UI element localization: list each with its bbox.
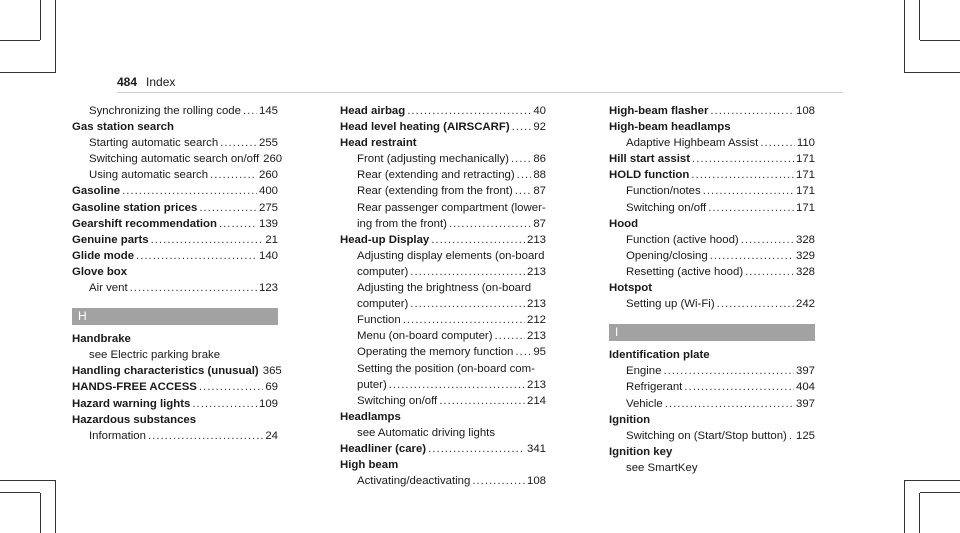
index-entry: [72, 216, 278, 232]
dot-leader: [495, 328, 525, 344]
index-column-3: [609, 103, 815, 476]
dot-leader: [439, 393, 525, 409]
entry-text: Hill start assist: [609, 153, 691, 166]
dot-leader: [148, 428, 263, 444]
dot-leader: [407, 103, 531, 119]
entry-text: Gasoline: [72, 185, 121, 198]
dot-leader: [511, 151, 531, 167]
entry-text: see Electric parking brake: [89, 349, 221, 362]
index-subentry: [72, 135, 278, 151]
index-entry: [609, 412, 815, 428]
page-reference: 171: [795, 153, 815, 166]
crop-mark: [904, 0, 905, 73]
page-reference: 110: [796, 137, 815, 150]
index-subentry: [72, 428, 278, 444]
page-reference: 328: [795, 265, 815, 278]
index-entry: [609, 347, 815, 363]
entry-text: Switching on/off: [626, 201, 707, 214]
page-reference: 108: [795, 105, 815, 117]
entry-text: Gas station search: [72, 121, 174, 134]
dot-leader: [745, 264, 794, 280]
dot-leader: [684, 379, 794, 395]
index-entry: [72, 248, 278, 264]
entry-text: Setting up (Wi-Fi): [626, 298, 715, 311]
index-column-2: [340, 103, 546, 489]
index-subentry: [340, 393, 546, 409]
index-entry: [72, 264, 278, 280]
entry-text: Glide mode: [72, 249, 135, 262]
entry-text: High beam: [340, 459, 399, 472]
dot-leader: [710, 103, 794, 119]
dot-leader: [703, 183, 794, 199]
entry-text: Glove box: [72, 265, 128, 278]
dot-leader: [192, 396, 257, 412]
entry-text: Engine: [626, 365, 662, 378]
index-subentry: [340, 473, 546, 489]
index-subentry: [340, 264, 546, 280]
section-letter-i: I: [609, 324, 815, 341]
entry-text: Switching automatic search on/off: [89, 153, 260, 166]
index-subentry: [340, 312, 546, 328]
index-entry: [72, 119, 278, 135]
crop-mark: [55, 480, 56, 533]
dot-leader: [741, 232, 794, 248]
page-reference: 87: [533, 217, 546, 230]
entry-text: Ignition key: [609, 445, 673, 458]
page-reference: 397: [795, 365, 815, 378]
dot-leader: [243, 103, 257, 119]
index-subentry: [340, 361, 546, 377]
entry-text: Adaptive Highbeam Assist: [626, 137, 759, 150]
dot-leader: [403, 312, 525, 328]
entry-text: Activating/deactivating: [357, 475, 471, 488]
page-reference: 328: [795, 233, 815, 246]
index-entry: [340, 457, 546, 473]
page-reference: 242: [795, 298, 815, 311]
entry-text: computer): [357, 265, 409, 278]
page-reference: 212: [526, 314, 546, 327]
page-reference: 255: [258, 137, 278, 150]
dot-leader: [410, 264, 525, 280]
dot-leader: [199, 200, 257, 216]
index-subentry: [609, 200, 815, 216]
entry-text: Head airbag: [340, 105, 406, 117]
entry-text: Headliner (care): [340, 442, 427, 455]
dot-leader: [515, 183, 532, 199]
page-reference: 213: [526, 233, 546, 246]
index-subentry: [340, 151, 546, 167]
entry-text: Gasoline station prices: [72, 201, 198, 214]
page-reference: 87: [533, 185, 546, 198]
dot-leader: [512, 119, 532, 135]
page-reference: 341: [526, 442, 546, 455]
index-entry: [72, 412, 278, 428]
page-reference: 171: [795, 201, 815, 214]
page-reference: 24: [265, 429, 278, 442]
dot-leader: [789, 428, 794, 444]
entry-text: Rear (extending and retracting): [357, 169, 515, 182]
index-entry: [72, 396, 278, 412]
index-subentry: [609, 428, 815, 444]
index-subentry: [340, 328, 546, 344]
index-subentry: [609, 379, 815, 395]
page-reference: 365: [262, 365, 282, 378]
dot-leader: [199, 379, 263, 395]
crop-mark: [905, 72, 960, 73]
dot-leader: [665, 396, 794, 412]
index-subentry: [609, 232, 815, 248]
index-subentry: [340, 280, 546, 296]
crop-mark: [904, 480, 905, 533]
index-entry: [609, 444, 815, 460]
dot-leader: [219, 216, 257, 232]
entry-text: Operating the memory function: [357, 346, 514, 359]
dot-leader: [151, 232, 264, 248]
page-reference: 171: [795, 169, 815, 182]
entry-text: Function (active hood): [626, 233, 739, 246]
entry-text: ing from the front): [357, 217, 447, 230]
index-subentry: [340, 425, 546, 441]
index-entry: [609, 216, 815, 232]
entry-text: puter): [357, 378, 387, 391]
index-subentry: [609, 135, 815, 151]
entry-text: High-beam headlamps: [609, 121, 731, 134]
entry-text: HANDS-FREE ACCESS: [72, 381, 197, 394]
entry-text: computer): [357, 298, 409, 311]
index-entry: [609, 151, 815, 167]
index-entry: [340, 232, 546, 248]
crop-mark: [920, 492, 960, 493]
entry-text: Rear (extending from the front): [357, 185, 513, 198]
entry-text: Setting the position (on-board com-: [357, 362, 535, 375]
index-subentry: [340, 248, 546, 264]
page-reference: 400: [258, 185, 278, 198]
entry-text: Refrigerant: [626, 381, 683, 394]
dot-leader: [122, 183, 257, 199]
index-entry: [72, 183, 278, 199]
section-letter-h: H: [72, 308, 278, 325]
index-entry: [72, 200, 278, 216]
entry-text: Function/notes: [626, 185, 701, 198]
entry-text: see Automatic driving lights: [357, 426, 496, 439]
page-reference: 260: [258, 169, 278, 182]
page-reference: 69: [265, 381, 278, 394]
entry-text: Hood: [609, 217, 639, 230]
entry-text: High-beam flasher: [609, 105, 709, 117]
page-reference: 140: [258, 249, 278, 262]
entry-text: Resetting (active hood): [626, 265, 744, 278]
crop-mark: [0, 480, 55, 481]
dot-leader: [130, 280, 257, 296]
index-subentry: [340, 216, 546, 232]
page-reference: 40: [533, 105, 546, 117]
index-entry: [72, 331, 278, 347]
page-reference: 145: [258, 105, 278, 117]
crop-mark: [40, 0, 41, 40]
index-entry: [609, 280, 815, 296]
entry-text: Opening/closing: [626, 249, 708, 262]
entry-text: see SmartKey: [626, 461, 698, 474]
entry-text: Information: [89, 429, 146, 442]
index-subentry: [340, 296, 546, 312]
entry-text: Hazardous substances: [72, 413, 197, 426]
entry-text: Head level heating (AIRSCARF): [340, 121, 510, 134]
entry-text: Identification plate: [609, 349, 710, 362]
dot-leader: [691, 167, 794, 183]
page-reference: 123: [258, 282, 278, 295]
entry-text: Adjusting the brightness (on-board: [357, 282, 532, 295]
index-entry: [609, 103, 815, 119]
dot-leader: [663, 363, 794, 379]
crop-mark: [919, 0, 920, 40]
page-reference: 21: [265, 233, 278, 246]
page-reference: 92: [533, 121, 546, 134]
index-entry: [340, 135, 546, 151]
index-subentry: [72, 347, 278, 363]
page-reference: 329: [795, 249, 815, 262]
page-header: [117, 75, 175, 89]
page-number: 484: [117, 75, 138, 89]
index-subentry: [609, 248, 815, 264]
crop-mark: [920, 40, 960, 41]
dot-leader: [431, 232, 525, 248]
page-reference: 260: [263, 153, 283, 166]
index-subentry: [609, 363, 815, 379]
entry-text: Headlamps: [340, 410, 401, 423]
index-entry: [340, 119, 546, 135]
index-entry: [72, 363, 282, 379]
crop-mark: [0, 492, 40, 493]
entry-text: Switching on/off: [357, 394, 438, 407]
dot-leader: [472, 473, 525, 489]
entry-text: Starting automatic search: [89, 137, 219, 150]
crop-mark: [0, 40, 40, 41]
entry-text: Ignition: [609, 413, 651, 426]
entry-text: Vehicle: [626, 397, 663, 410]
entry-text: Adjusting display elements (on-board: [357, 249, 545, 262]
crop-mark: [40, 493, 41, 533]
page-reference: 125: [795, 429, 815, 442]
dot-leader: [717, 296, 794, 312]
entry-text: Air vent: [89, 282, 128, 295]
entry-text: Using automatic search: [89, 169, 209, 182]
crop-mark: [919, 493, 920, 533]
dot-leader: [760, 135, 795, 151]
index-column-1: [72, 103, 283, 444]
dot-leader: [708, 200, 794, 216]
index-subentry: [609, 460, 815, 476]
index-subentry: [609, 296, 815, 312]
dot-leader: [449, 216, 531, 232]
entry-text: Genuine parts: [72, 233, 149, 246]
entry-text: Synchronizing the rolling code: [89, 105, 241, 117]
page-reference: 213: [526, 330, 546, 343]
crop-mark: [905, 480, 960, 481]
dot-leader: [220, 135, 257, 151]
index-subentry: [72, 151, 283, 167]
page-reference: 86: [533, 153, 546, 166]
dot-leader: [210, 167, 257, 183]
page-reference: 213: [526, 265, 546, 278]
crop-mark: [0, 72, 55, 73]
index-entry: [340, 441, 546, 457]
entry-text: Head-up Display: [340, 233, 430, 246]
dot-leader: [515, 344, 531, 360]
dot-leader: [710, 248, 794, 264]
dot-leader: [136, 248, 257, 264]
entry-text: Gearshift recommendation: [72, 217, 217, 230]
index-subentry: [340, 377, 546, 393]
index-subentry: [609, 396, 815, 412]
entry-text: Handling characteristics (unusual): [72, 365, 259, 378]
page-reference: 109: [258, 397, 278, 410]
index-subentry: [72, 280, 278, 296]
entry-text: Front (adjusting mechanically): [357, 153, 509, 166]
index-subentry: [72, 167, 278, 183]
dot-leader: [410, 296, 525, 312]
page-reference: 214: [526, 394, 546, 407]
page-reference: 213: [526, 298, 546, 311]
index-subentry: [609, 183, 815, 199]
index-subentry: [340, 200, 546, 216]
entry-text: Rear passenger compartment (lower-: [357, 201, 546, 214]
page-reference: 108: [526, 475, 546, 488]
page-reference: 95: [533, 346, 546, 359]
index-entry: [340, 103, 546, 119]
entry-text: HOLD function: [609, 169, 690, 182]
index-subentry: [340, 183, 546, 199]
dot-leader: [517, 167, 532, 183]
page-reference: 139: [258, 217, 278, 230]
index-subentry: [340, 344, 546, 360]
index-entry: [72, 232, 278, 248]
dot-leader: [428, 441, 525, 457]
dot-leader: [692, 151, 794, 167]
page-reference: 275: [258, 201, 278, 214]
index-subentry: [72, 103, 278, 119]
index-entry: [609, 167, 815, 183]
entry-text: Function: [357, 314, 401, 327]
page-reference: 397: [795, 397, 815, 410]
page-reference: 404: [795, 381, 815, 394]
index-entry: [340, 409, 546, 425]
entry-text: Handbrake: [72, 333, 131, 346]
dot-leader: [389, 377, 525, 393]
entry-text: Head restraint: [340, 137, 417, 150]
page-title: Index: [146, 75, 176, 89]
page-reference: 213: [526, 378, 546, 391]
page-reference: 88: [533, 169, 546, 182]
entry-text: Hazard warning lights: [72, 397, 191, 410]
crop-mark: [55, 0, 56, 73]
index-entry: [72, 379, 278, 395]
entry-text: Hotspot: [609, 282, 653, 295]
index-subentry: [609, 264, 815, 280]
entry-text: Menu (on-board computer): [357, 330, 493, 343]
page-reference: 171: [795, 185, 815, 198]
entry-text: Switching on (Start/Stop button): [626, 429, 787, 442]
index-entry: [609, 119, 815, 135]
index-subentry: [340, 167, 546, 183]
header-rule: [117, 92, 843, 93]
